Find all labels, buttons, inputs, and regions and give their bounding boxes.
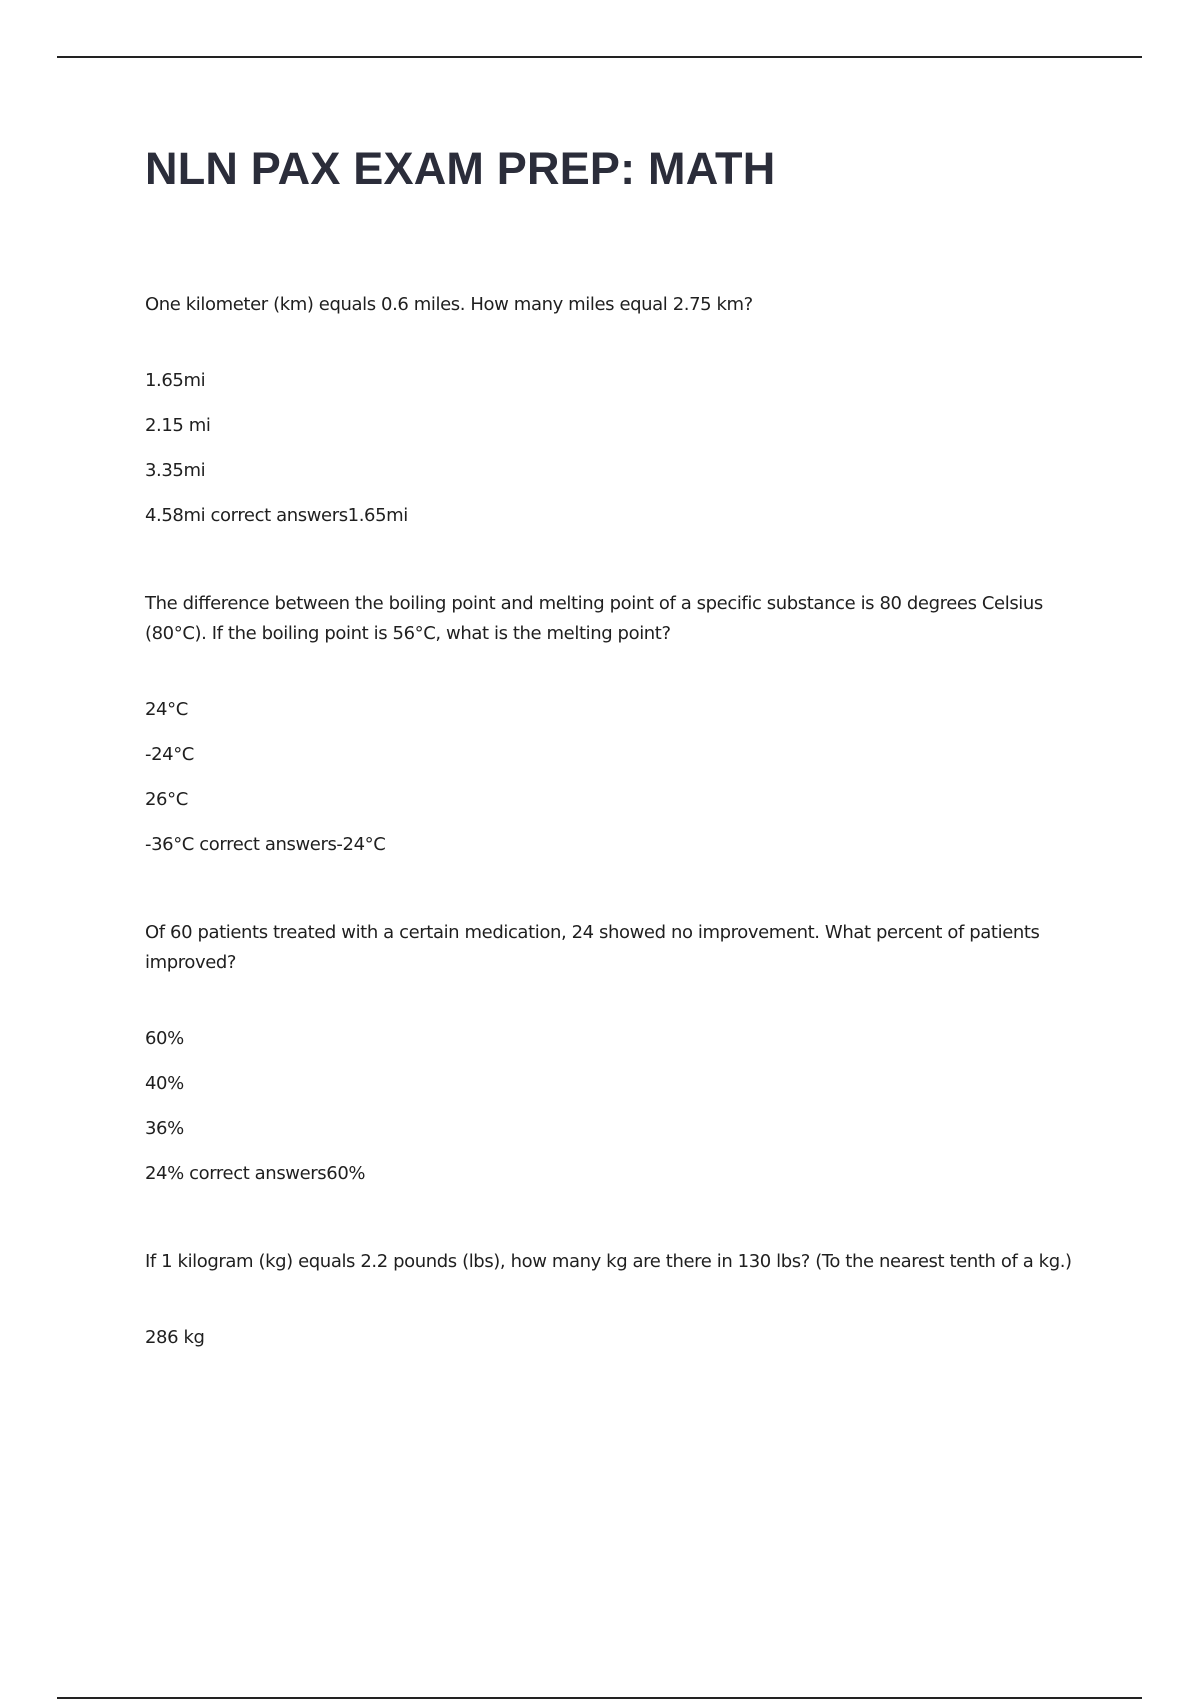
question-text: One kilometer (km) equals 0.6 miles. How many miles equal 2.75 km? <box>145 294 753 315</box>
answer-options <box>145 695 1085 875</box>
answer-options <box>145 366 1085 546</box>
header-rule <box>57 56 1142 58</box>
question-block-3 <box>145 918 1085 1204</box>
question-block-1 <box>145 290 1085 546</box>
question-list <box>145 290 1085 1411</box>
answer-option: 36% <box>145 1118 184 1139</box>
answer-option: -24°C <box>145 744 194 765</box>
question-text: If 1 kilogram (kg) equals 2.2 pounds (lbs), how many kg are there in 130 lbs? (To the nearest tenth of a kg.) <box>145 1251 1072 1272</box>
footer-rule <box>57 1697 1142 1699</box>
answer-options <box>145 1323 1085 1368</box>
question-text: Of 60 patients treated with a certain medication, 24 showed no improvement. What percent of patients improved? <box>145 922 1040 973</box>
answer-option: 286 kg <box>145 1327 205 1348</box>
question-block-4 <box>145 1247 1085 1368</box>
answer-option: 40% <box>145 1073 184 1094</box>
answer-option: 26°C <box>145 789 188 810</box>
question-text: The difference between the boiling point and melting point of a specific substance is 80 degrees Celsius (80°C). If the boiling point is 56°C, what is the melting point? <box>145 593 1043 644</box>
answer-option: 60% <box>145 1028 184 1049</box>
document-title: NLN PAX EXAM PREP: MATH <box>145 143 776 194</box>
answer-option: 4.58mi correct answers1.65mi <box>145 505 408 526</box>
answer-option: -36°C correct answers-24°C <box>145 834 386 855</box>
answer-option: 1.65mi <box>145 370 206 391</box>
question-block-2 <box>145 589 1085 875</box>
answer-option: 24°C <box>145 699 188 720</box>
answer-option: 2.15 mi <box>145 415 211 436</box>
answer-option: 24% correct answers60% <box>145 1163 366 1184</box>
answer-option: 3.35mi <box>145 460 206 481</box>
answer-options <box>145 1024 1085 1204</box>
